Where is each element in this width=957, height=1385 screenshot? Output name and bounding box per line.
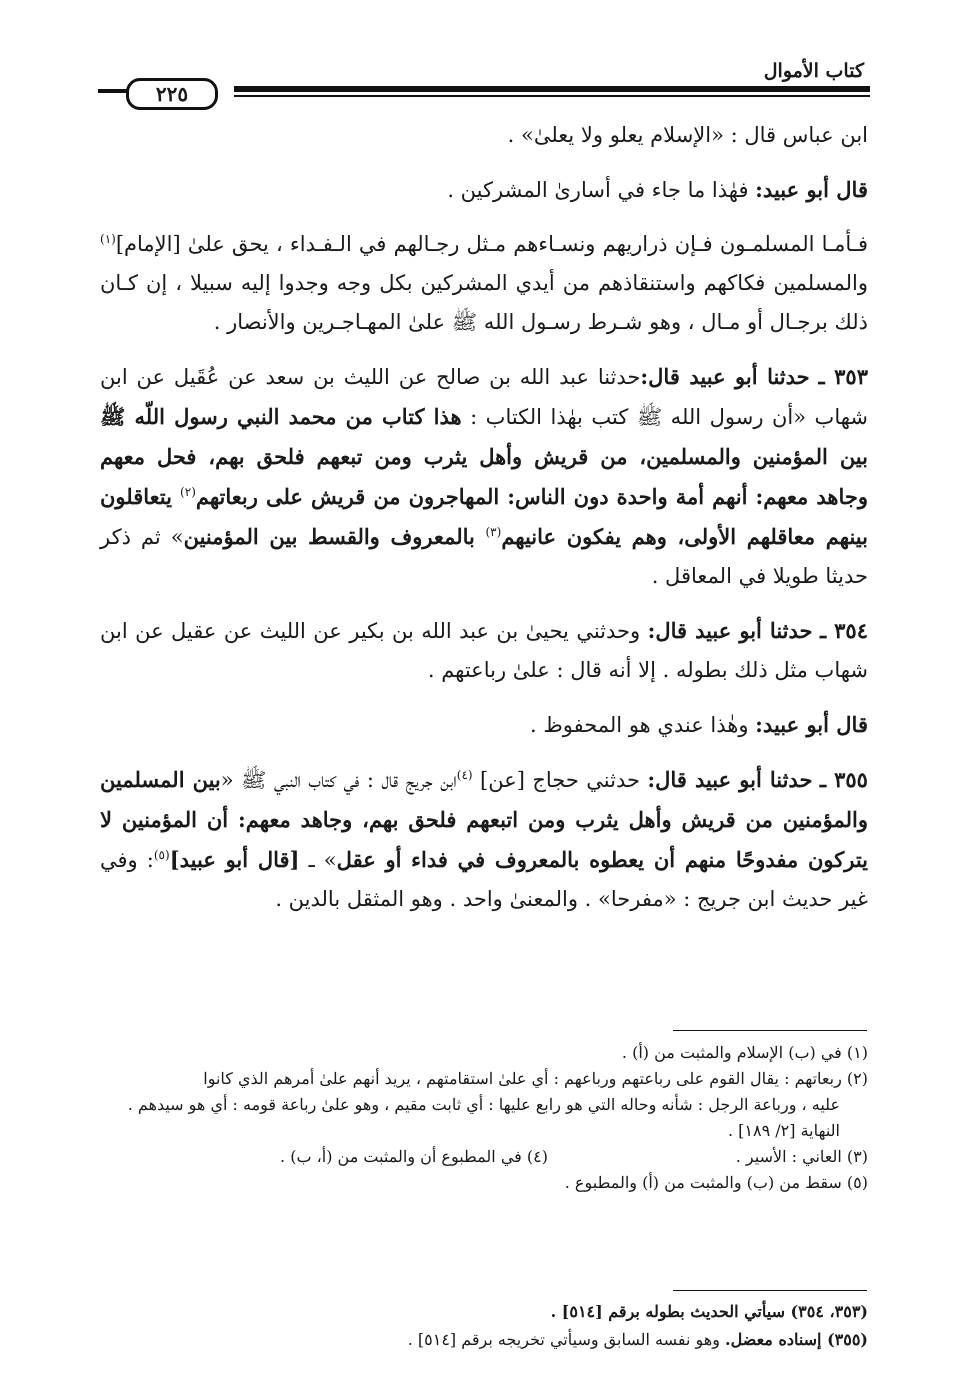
footnote-4: (٤) في المطبوع أن والمثبت من (أ، ب) . <box>280 1147 548 1166</box>
hadith-353-text-b: » ثم ذكر حديثا طويلا في المعاقل . <box>100 525 868 588</box>
footnote-row-3-4 <box>100 1144 868 1170</box>
hadith-355-text-c: » ـ <box>299 848 337 872</box>
footnote-3: (٣) العاني : الأسير . <box>735 1147 868 1166</box>
hadith-355-lead: حدثنا أبو عبيد قال: <box>647 767 813 792</box>
hadith-353-lead: حدثنا أبو عبيد قال: <box>640 364 810 389</box>
hadith-355-text-b: ابن جريج قال : في كتاب النبي ﷺ « <box>220 768 457 792</box>
paragraph-6 <box>100 705 868 745</box>
footnote-ref-3[interactable]: (٣) <box>485 525 502 539</box>
book-title: كتاب الأموال <box>763 60 864 82</box>
hadith-353-bold-b: يتعاقلون بينهم معاقلهم الأولى، وهم يفكون عانيهم <box>100 484 868 549</box>
hadith-354-text: وحدثني يحيىٰ بن عبد الله بن بكير عن الليث عن عقيل عن ابن شهاب مثل ذلك بطوله . إلا أنه قال : علىٰ رباعتهم . <box>100 619 868 682</box>
hadith-354-number: ٣٥٤ ـ <box>819 618 868 643</box>
hadith-354 <box>100 611 868 690</box>
hadith-354-lead: حدثنا أبو عبيد قال: <box>647 618 813 643</box>
hadith-353-number: ٣٥٣ ـ <box>818 364 868 389</box>
p2-lead: قال أبو عبيد: <box>755 177 868 202</box>
hadith-355-bold-a: بين المسلمين والمؤمنين من قريش وأهل يثرب ومن اتبعهم فلحق بهم، وجاهد معهم: أن المؤمنين لا يتركون مفدوحًا منهم أن يعطوه بالمعروف في فداء أو عقل <box>100 767 868 872</box>
paragraph-2 <box>100 170 868 210</box>
paragraph-1 <box>100 116 868 155</box>
p3-text-b: والمسلمين فكاكهم واستنقاذهم من أيدي المشركين بكل وجه وجدوا إليه سبيلا ، إن كـان ذلك برجـال أو مـال ، وهو شـرط رسـول الله ﷺ علىٰ المهـاجـرين والأنصار . <box>100 271 868 334</box>
footnote-divider <box>673 1030 867 1031</box>
footnote-ref-5[interactable]: (٥) <box>153 848 170 862</box>
footnotes <box>100 1040 868 1196</box>
footnote-1: (١) في (ب) الإسلام والمثبت من (أ) . <box>621 1043 868 1062</box>
footnote-ref-1[interactable]: (١) <box>100 232 116 246</box>
hadith-355-bold-b: [قال أبو عبيد] <box>169 847 300 872</box>
footnote-2-line-2: عليه ، ورباعة الرجل : شأنه وحاله التي هو رابع عليها : أي ثابت مقيم ، وهو علىٰ رباعة قومه : أي هو سيدهم . النهاية [٢/ ١٨٩] . <box>127 1095 840 1140</box>
footnote-ref-4[interactable]: (٤) <box>456 768 473 782</box>
hadith-353-text-a: حدثنا عبد الله بن صالح عن الليث بن سعد عن عُقَيل عن ابن شهاب «أن رسول الله ﷺ كتب بهٰذا الكتاب : <box>100 365 868 429</box>
hadith-355 <box>100 760 868 919</box>
header-rule-thin <box>234 95 870 97</box>
footnote-ref-2[interactable]: (٢) <box>180 485 196 499</box>
reference-divider <box>673 1290 867 1291</box>
p1-text: ابن عباس قال : «الإسلام يعلو ولا يعلىٰ» . <box>507 123 868 147</box>
page-number: ٢٢٥ <box>126 78 218 110</box>
hadith-353-bold-c: بالمعروف والقسط بين المؤمنين <box>183 524 486 549</box>
footnote-2-line-1: (٢) ربعاتهم : يقال القوم على رباعتهم ورباعهم : أي علىٰ استقامتهم ، يريد أنهم علىٰ أمرهم الذي كانوا <box>203 1069 868 1088</box>
paragraph-3 <box>100 225 868 342</box>
reference-note-1: (٣٥٣، ٣٥٤) سيأتي الحديث بطوله برقم [٥١٤] . <box>550 1302 868 1321</box>
footnote-5: (٥) سقط من (ب) والمثبت من (أ) والمطبوع . <box>564 1173 868 1192</box>
p3-text-a: فـأمـا المسلمـون فـإن ذراريهم ونسـاءهم مـثل رجـالهم في الـفـداء ، يحق علىٰ [الإمام] <box>115 232 868 256</box>
reference-note-2-text: وهو نفسه السابق وسيأتي تخريجه برقم [٥١٤] . <box>407 1330 726 1349</box>
reference-note-2-lead: (٣٥٥) إسناده معضل. <box>725 1330 868 1349</box>
hadith-355-number: ٣٥٥ ـ <box>819 767 868 792</box>
hadith-355-text-d: : وفي غير حديث ابن جريج : «مفرحا» . والمعنىٰ واحد . وهو المثقل بالدين . <box>100 848 868 911</box>
header-rule-thick <box>234 86 870 92</box>
p2-text: فهٰذا ما جاء في أسارىٰ المشركين . <box>447 178 756 202</box>
reference-note-2 <box>100 1326 868 1354</box>
main-text <box>100 116 868 934</box>
p6-lead: قال أبو عبيد: <box>755 712 868 737</box>
hadith-355-text-a: حدثني حجاج [عن] <box>472 768 648 792</box>
reference-notes <box>100 1298 868 1354</box>
p6-text: وهٰذا عندي هو المحفوظ . <box>529 713 756 737</box>
hadith-353-bold-a: هذا كتاب من محمد النبي رسول اللّه ﷺ بين المؤمنين والمسلمين، من قريش وأهل يثرب ومن تبعهم فلحق بهم، فحل معهم وجاهد معهم: أنهم أمة واحدة دون الناس: المهاجرون من قريش على ربعاتهم <box>100 404 868 509</box>
hadith-353 <box>100 357 868 596</box>
page-header <box>98 56 870 106</box>
